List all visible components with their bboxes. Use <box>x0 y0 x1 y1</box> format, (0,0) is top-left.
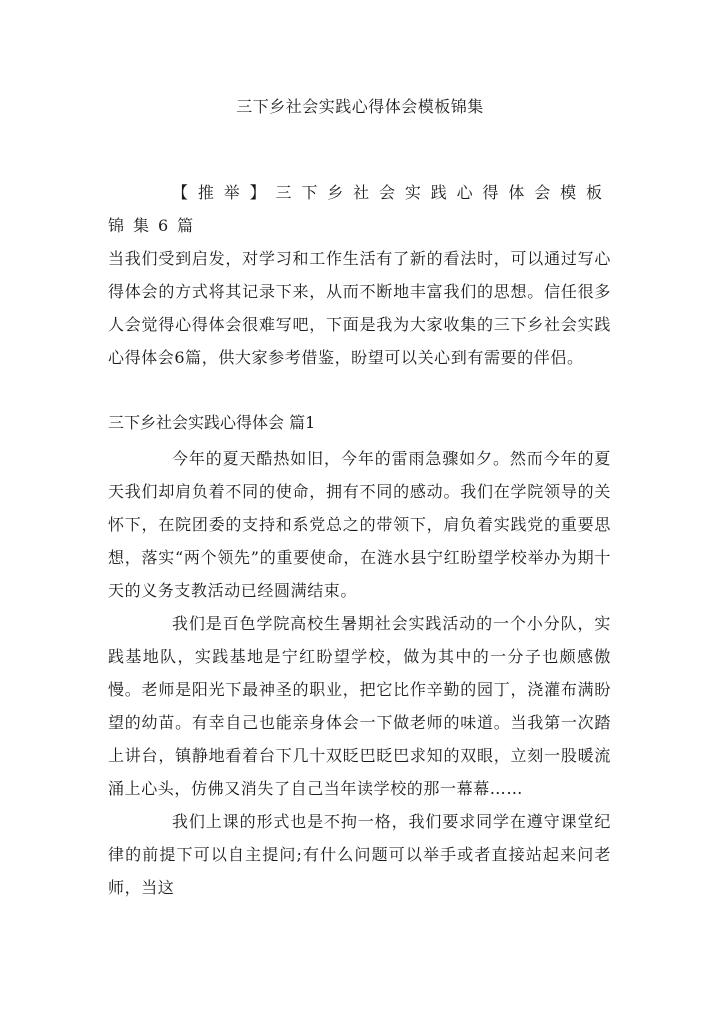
intro-lead: 【推举】三下乡社会实践心得体会模板锦集6篇 <box>108 183 611 235</box>
document-title: 三下乡社会实践心得体会模板锦集 <box>236 97 484 116</box>
intro-block <box>108 176 611 374</box>
section-heading: 三下乡社会实践心得体会 篇1 <box>108 413 316 432</box>
paragraph: 今年的夏天酷热如旧，今年的雷雨急骤如夕。然而今年的夏天我们却肩负着不同的使命，拥有不同的感动。我们在学院领导的关怀下，在院团委的支持和系党总之的带领下，肩负着实践党的重要思想，落实“两个领先”的重要使命，在涟水县宁红盼望学校举办为期十天的义务支教活动已经圆满结束。 <box>108 449 611 600</box>
intro-text: 当我们受到启发，对学习和工作生活有了新的看法时，可以通过写心得体会的方式将其记录下来，从而不断地丰富我们的思想。信任很多人会觉得心得体会很难写吧，下面是我为大家收集的三下乡社会实践心得体会6篇，供大家参考借鉴，盼望可以关心到有需要的伴侣。 <box>108 249 611 367</box>
paragraph: 我们上课的形式也是不拘一格，我们要求同学在遵守课堂纪律的前提下可以自主提问;有什么问题可以举手或者直接站起来问老师，当这 <box>108 812 611 897</box>
article-body <box>108 442 611 904</box>
paragraph: 我们是百色学院高校生暑期社会实践活动的一个小分队，实践基地队，实践基地是宁红盼望学校，做为其中的一分子也颇感傲慢。老师是阳光下最神圣的职业，把它比作辛勤的园丁，浇灌布满盼望的幼苗。有幸自己也能亲身体会一下做老师的味道。当我第一次踏上讲台，镇静地看着台下几十双眨巴眨巴求知的双眼，立刻一股暖流涌上心头，仿佛又消失了自己当年读学校的那一幕幕…… <box>108 614 611 798</box>
